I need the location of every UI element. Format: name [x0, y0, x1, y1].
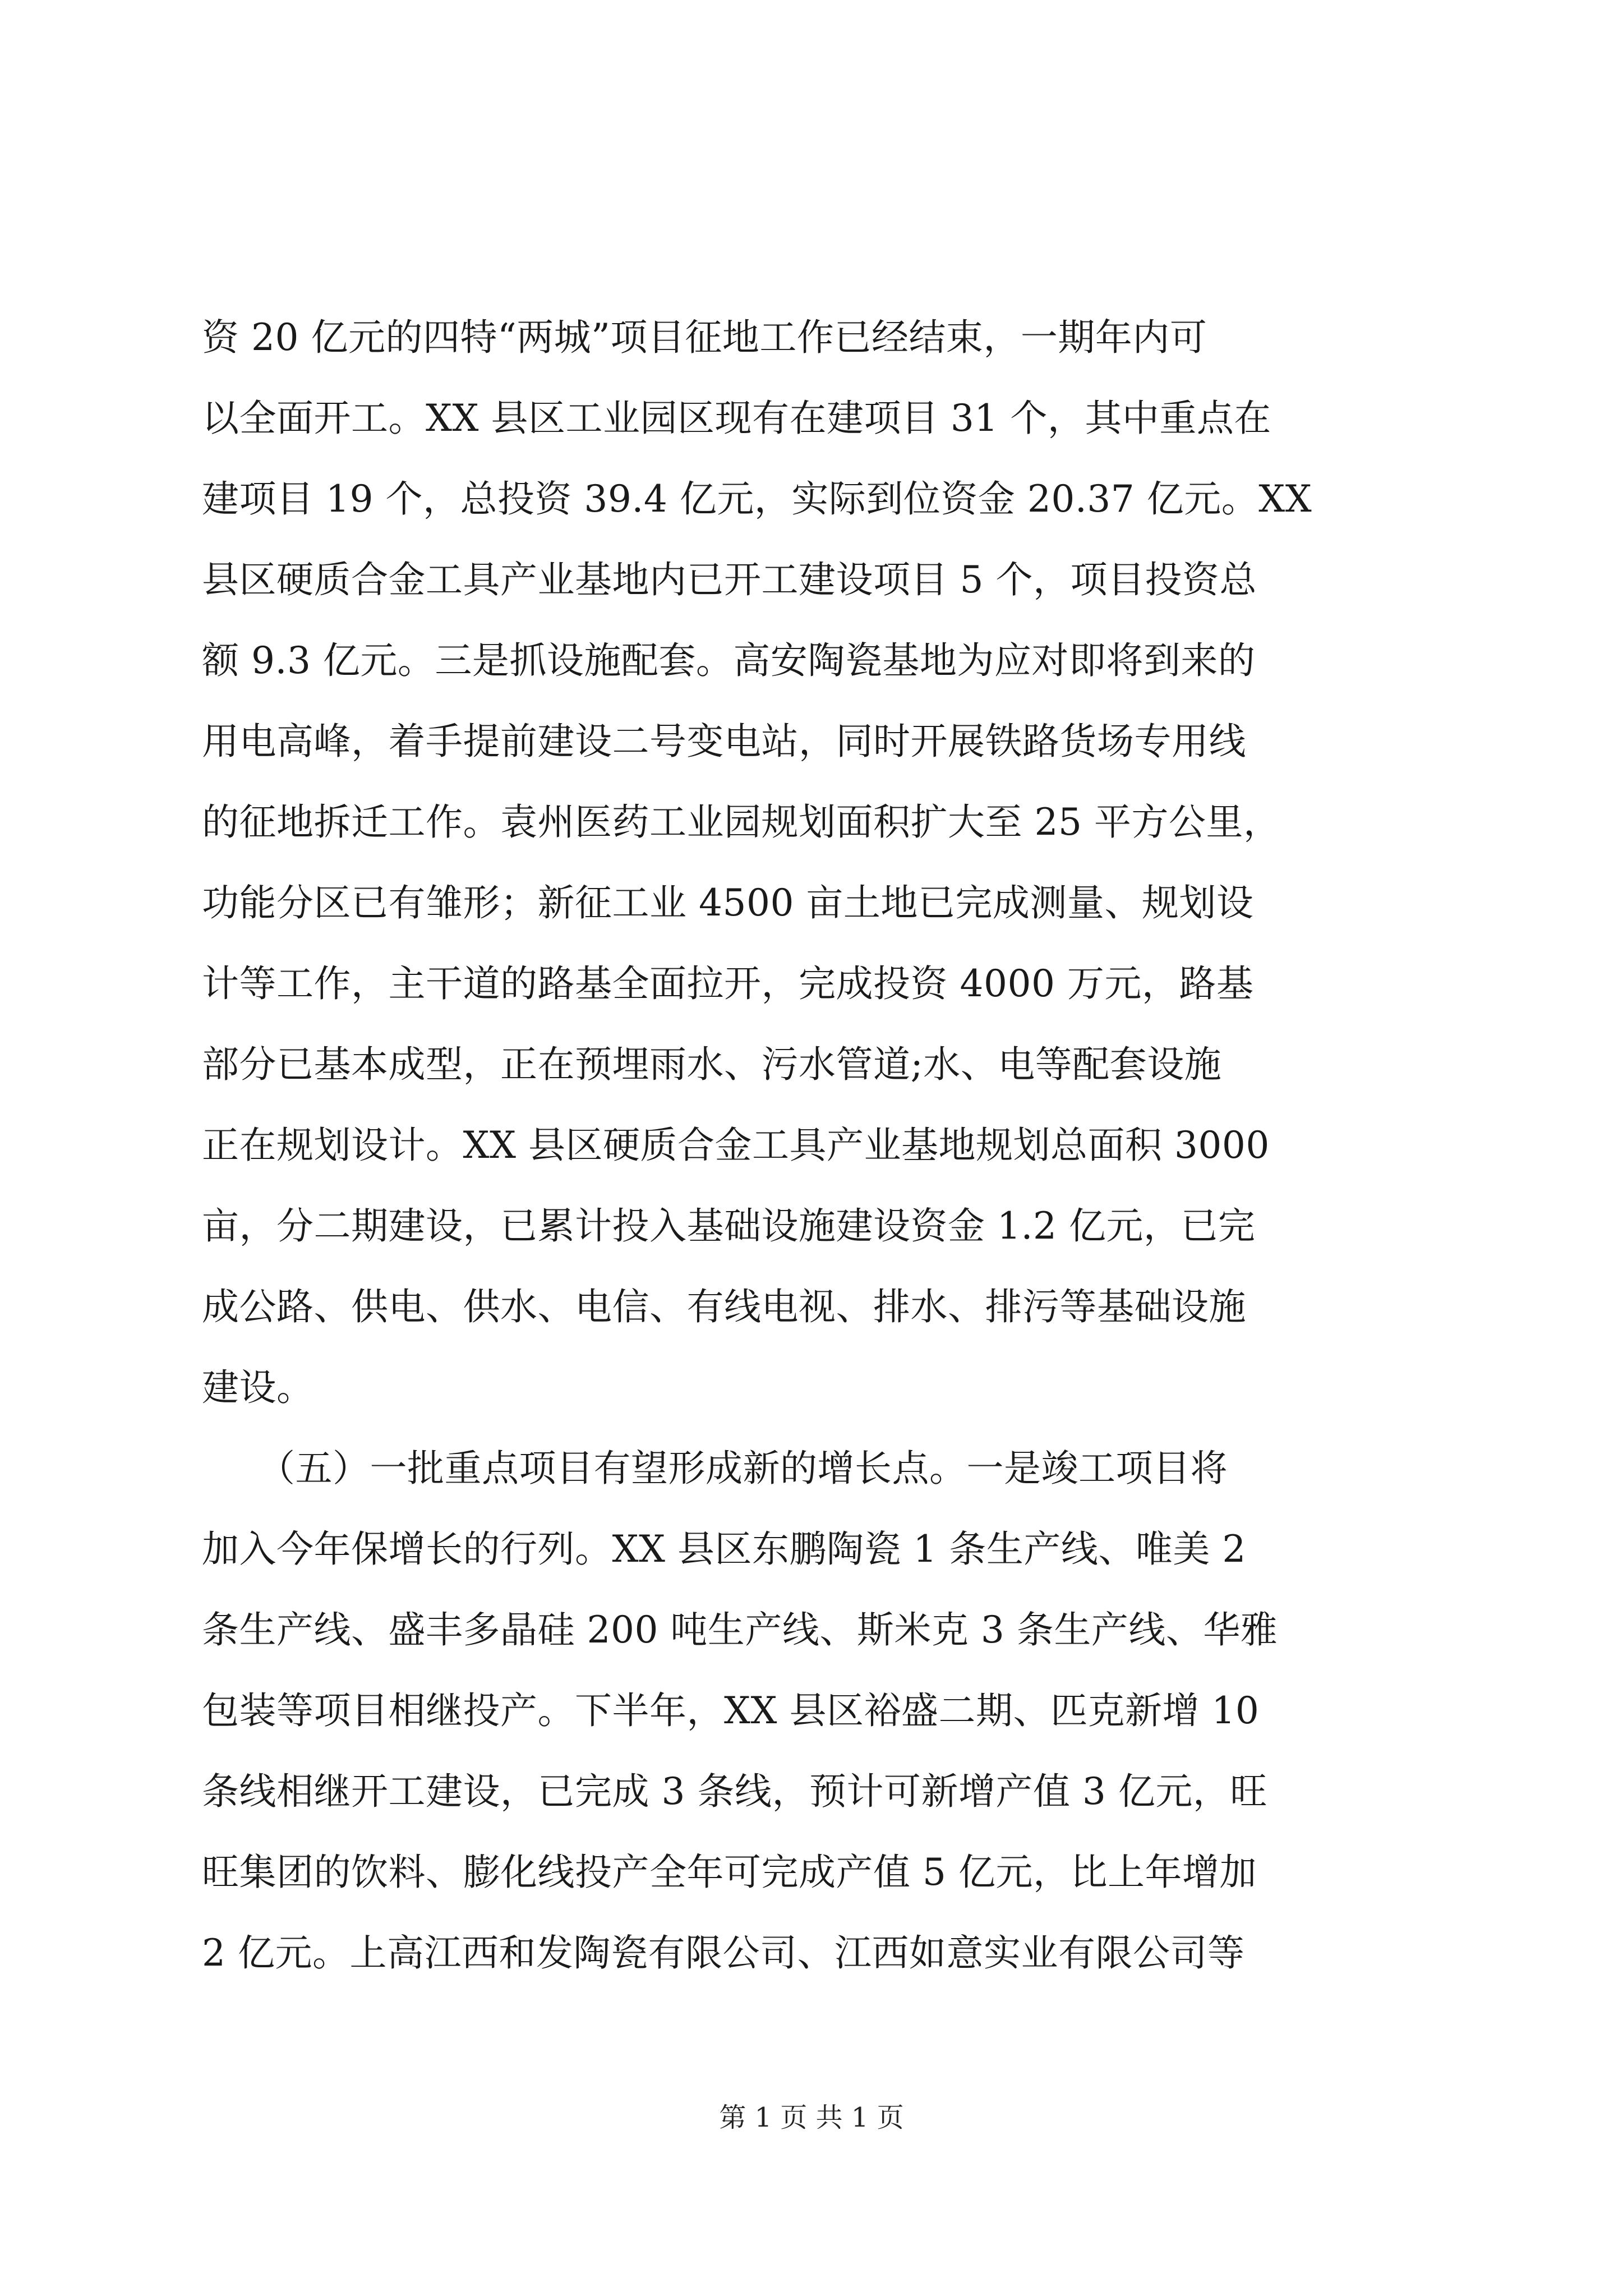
text-line: 正在规划设计。XX 县区硬质合金工具产业基地规划总面积 3000	[202, 1124, 1270, 1167]
text-line: 建设。	[202, 1366, 314, 1409]
text-line: 亩，分二期建设，已累计投入基础设施建设资金 1.2 亿元，已完	[202, 1204, 1256, 1248]
text-line: （五）一批重点项目有望形成新的增长点。一是竣工项目将	[202, 1447, 1228, 1490]
text-line: 旺集团的饮料、膨化线投产全年可完成产值 5 亿元，比上年增加	[202, 1851, 1257, 1894]
text-line: 包装等项目相继投产。下半年，XX 县区裕盛二期、匹克新增 10	[202, 1689, 1260, 1732]
page-number-label: 第 1 页 共 1 页	[719, 2102, 904, 2133]
text-line: 额 9.3 亿元。三是抓设施配套。高安陶瓷基地为应对即将到来的	[202, 639, 1256, 682]
text-line: 用电高峰，着手提前建设二号变电站，同时开展铁路货场专用线	[202, 720, 1246, 763]
text-line: 的征地拆迁工作。袁州医药工业园规划面积扩大至 25 平方公里，	[202, 800, 1281, 844]
text-line: 以全面开工。XX 县区工业园区现有在建项目 31 个，其中重点在	[202, 397, 1271, 440]
text-line: 计等工作，主干道的路基全面拉开，完成投资 4000 万元，路基	[202, 962, 1254, 1005]
text-line: 成公路、供电、供水、电信、有线电视、排水、排污等基础设施	[202, 1285, 1246, 1328]
text-line: 资 20 亿元的四特“两城”项目征地工作已经结束，一期年内可	[202, 316, 1207, 359]
text-line: 部分已基本成型，正在预埋雨水、污水管道;水、电等配套设施	[202, 1043, 1222, 1086]
text-line: 加入今年保增长的行列。XX 县区东鹏陶瓷 1 条生产线、唯美 2	[202, 1527, 1246, 1571]
text-line: 县区硬质合金工具产业基地内已开工建设项目 5 个，项目投资总	[202, 558, 1257, 601]
text-line: 2 亿元。上高江西和发陶瓷有限公司、江西如意实业有限公司等	[202, 1931, 1245, 1975]
page-footer	[0, 2101, 1623, 2134]
text-line: 条线相继开工建设，已完成 3 条线，预计可新增产值 3 亿元，旺	[202, 1770, 1267, 1813]
text-line: 功能分区已有雏形；新征工业 4500 亩土地已完成测量、规划设	[202, 881, 1254, 924]
body-text	[202, 297, 1419, 1994]
text-line: 条生产线、盛丰多晶硅 200 吨生产线、斯米克 3 条生产线、华雅	[202, 1608, 1278, 1651]
text-line: 建项目 19 个，总投资 39.4 亿元，实际到位资金 20.37 亿元。XX	[202, 477, 1312, 521]
